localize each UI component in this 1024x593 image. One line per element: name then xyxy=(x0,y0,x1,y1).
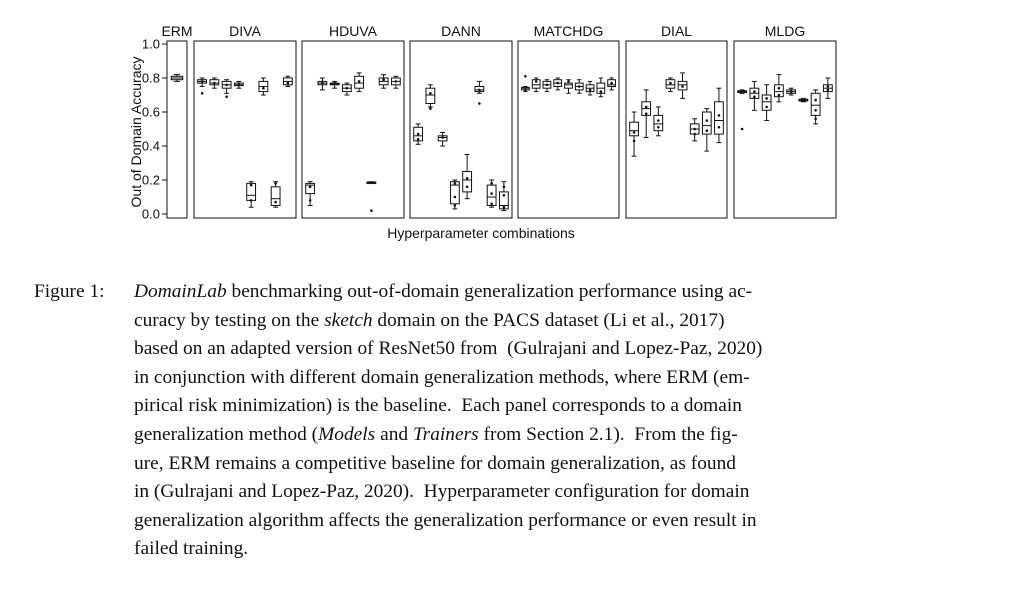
box-iqr xyxy=(565,83,573,88)
data-point xyxy=(814,118,817,121)
box-8 xyxy=(715,88,724,142)
data-point xyxy=(790,90,793,93)
y-axis xyxy=(142,37,167,222)
box-6 xyxy=(259,78,268,95)
box-5 xyxy=(565,80,573,94)
data-point xyxy=(358,80,361,83)
box-3 xyxy=(438,132,447,146)
panel-frame xyxy=(410,41,512,218)
data-point xyxy=(417,133,420,136)
data-point xyxy=(645,112,648,115)
data-point xyxy=(201,92,204,95)
data-point xyxy=(524,75,527,78)
panel-frame xyxy=(302,41,404,218)
box-3 xyxy=(330,81,339,88)
panel-erm xyxy=(161,23,192,218)
data-point xyxy=(718,126,721,129)
box-iqr xyxy=(463,172,472,192)
caption-label: Figure 1: xyxy=(34,281,105,302)
panel-title: MLDG xyxy=(764,23,806,39)
panel-title: DANN xyxy=(441,23,481,39)
box-1 xyxy=(522,75,530,92)
box-5 xyxy=(463,155,472,199)
data-point xyxy=(741,128,744,131)
data-point xyxy=(287,82,290,85)
panel-frame xyxy=(734,41,836,218)
box-4 xyxy=(342,83,351,95)
box-iqr xyxy=(811,93,820,115)
box-7 xyxy=(811,90,820,124)
box-7 xyxy=(487,180,496,207)
box-4 xyxy=(450,180,459,209)
data-point xyxy=(578,85,581,88)
panel-title: DIAL xyxy=(660,23,693,39)
box-8 xyxy=(823,78,832,98)
data-point xyxy=(395,80,398,83)
box-iqr xyxy=(630,122,639,136)
y-tick-label: 0.6 xyxy=(141,104,160,120)
caption-text: DomainLab benchmarking out-of-domain generalization performance using ac- curacy by testing on the sketch domain on the PACS dataset (Li et al., 2017) based on an adapted version of ResNet50 from (Gulrajani and Lopez-Paz, 2020) in conjunction with different domain generalization methods, where ERM (em- pirical risk minimization) is the baseline. Each panel corresponds to a domain generalization method (Models and Trainers from Section 2.1). From the fig- ure, ERM remains a competitive baseline for domain generalization, as found in (Gulrajani and Lopez-Paz, 2020). Hyperparameter configuration for domain generalization algorithm affects the generalization performance or even result in failed training. xyxy=(134,281,763,560)
data-point xyxy=(466,186,469,189)
data-point xyxy=(333,82,336,85)
data-point xyxy=(250,199,253,202)
box-4 xyxy=(774,75,783,102)
panel-dial xyxy=(626,23,727,218)
data-point xyxy=(524,89,527,92)
data-point xyxy=(765,106,768,109)
box-9 xyxy=(608,78,616,90)
y-axis-label: Out of Domain Accuracy xyxy=(128,56,144,208)
data-point xyxy=(478,89,481,92)
panel-diva xyxy=(194,23,296,218)
box-2 xyxy=(210,78,219,88)
data-point xyxy=(706,129,709,132)
data-point xyxy=(201,80,204,83)
x-axis-label: Hyperparameter combinations xyxy=(387,225,575,241)
box-1 xyxy=(414,124,423,144)
data-point xyxy=(778,87,781,90)
box-3 xyxy=(654,107,663,136)
data-point xyxy=(693,128,696,131)
box-3 xyxy=(222,80,231,98)
data-point xyxy=(225,95,228,98)
data-point xyxy=(814,109,817,112)
box-1 xyxy=(171,75,183,82)
box-7 xyxy=(586,81,594,95)
data-point xyxy=(589,89,592,92)
box-5 xyxy=(355,73,364,92)
box-6 xyxy=(799,98,808,101)
panel-hduva xyxy=(302,23,404,218)
box-3 xyxy=(762,85,771,121)
y-tick-label: 0.8 xyxy=(141,70,160,86)
box-5 xyxy=(678,73,687,99)
data-point xyxy=(382,78,385,81)
data-point xyxy=(567,80,570,83)
data-point xyxy=(693,133,696,136)
y-tick-label: 0.4 xyxy=(141,138,160,154)
figure-caption xyxy=(34,278,936,564)
data-point xyxy=(765,97,768,100)
data-point xyxy=(454,204,457,207)
data-point xyxy=(262,87,265,90)
data-point xyxy=(546,84,549,87)
box-7 xyxy=(702,109,711,152)
data-point xyxy=(535,80,538,83)
data-point xyxy=(250,184,253,187)
box-8 xyxy=(391,76,400,88)
data-point xyxy=(309,199,312,202)
data-point xyxy=(238,84,241,87)
box-iqr xyxy=(487,185,496,205)
data-point xyxy=(454,196,457,199)
box-7 xyxy=(271,182,280,208)
data-point xyxy=(213,82,216,85)
data-point xyxy=(503,194,506,197)
box-6 xyxy=(690,119,699,141)
data-point xyxy=(274,201,277,204)
panel-mldg xyxy=(734,23,836,218)
data-point xyxy=(490,203,493,206)
box-iqr xyxy=(715,102,724,134)
data-point xyxy=(490,192,493,195)
figure-chart xyxy=(0,0,1024,250)
data-point xyxy=(466,177,469,180)
data-point xyxy=(321,82,324,85)
box-2 xyxy=(532,78,540,92)
box-5 xyxy=(787,88,796,95)
data-point xyxy=(274,182,277,185)
data-point xyxy=(657,119,660,122)
box-6 xyxy=(475,81,484,104)
panel-title: DIVA xyxy=(229,23,261,39)
panel-title: HDUVA xyxy=(329,23,377,39)
data-point xyxy=(503,186,506,189)
data-point xyxy=(633,140,636,143)
panel-frame xyxy=(167,41,187,218)
data-point xyxy=(633,131,636,134)
data-point xyxy=(417,138,420,141)
data-point xyxy=(669,82,672,85)
panel-title: MATCHDG xyxy=(533,23,604,39)
box-8 xyxy=(499,182,508,211)
data-point xyxy=(429,107,432,110)
data-point xyxy=(814,99,817,102)
y-tick-label: 1.0 xyxy=(141,36,160,52)
box-3 xyxy=(543,80,551,92)
data-point xyxy=(490,182,493,185)
data-point xyxy=(753,95,756,98)
box-2 xyxy=(642,90,651,138)
data-point xyxy=(309,186,312,189)
panel-frame xyxy=(518,41,619,218)
box-1 xyxy=(198,78,207,95)
data-point xyxy=(610,82,613,85)
data-point xyxy=(645,106,648,109)
box-1 xyxy=(738,90,747,130)
data-point xyxy=(429,92,432,95)
data-point xyxy=(778,94,781,97)
box-8 xyxy=(283,76,292,86)
box-6 xyxy=(367,182,376,212)
panel-frame xyxy=(194,41,296,218)
box-1 xyxy=(630,112,639,156)
data-point xyxy=(718,114,721,117)
box-4 xyxy=(666,78,675,92)
box-4 xyxy=(234,81,243,88)
data-point xyxy=(370,209,373,212)
y-tick-label: 0.0 xyxy=(141,206,160,222)
data-point xyxy=(478,102,481,105)
data-point xyxy=(346,87,349,90)
box-1 xyxy=(306,182,315,206)
data-point xyxy=(657,126,660,129)
panels-layer xyxy=(161,23,836,218)
box-8 xyxy=(597,78,605,97)
box-iqr xyxy=(426,88,435,103)
box-2 xyxy=(750,81,759,110)
box-2 xyxy=(426,85,435,110)
panel-frame xyxy=(626,41,727,218)
data-point xyxy=(706,119,709,122)
data-point xyxy=(753,90,756,93)
panel-title: ERM xyxy=(161,23,193,39)
box-2 xyxy=(318,78,327,90)
data-point xyxy=(225,84,228,87)
data-point xyxy=(454,182,457,185)
box-5 xyxy=(247,182,256,208)
data-point xyxy=(827,85,830,88)
data-point xyxy=(827,89,830,92)
panel-matchdg xyxy=(518,23,619,218)
box-7 xyxy=(379,75,388,89)
data-point xyxy=(556,82,559,85)
data-point xyxy=(503,206,506,209)
panel-dann xyxy=(410,23,512,218)
data-point xyxy=(600,90,603,93)
data-point xyxy=(441,136,444,139)
box-4 xyxy=(554,78,562,90)
data-point xyxy=(681,85,684,88)
y-tick-label: 0.2 xyxy=(141,172,160,188)
box-6 xyxy=(575,80,583,94)
